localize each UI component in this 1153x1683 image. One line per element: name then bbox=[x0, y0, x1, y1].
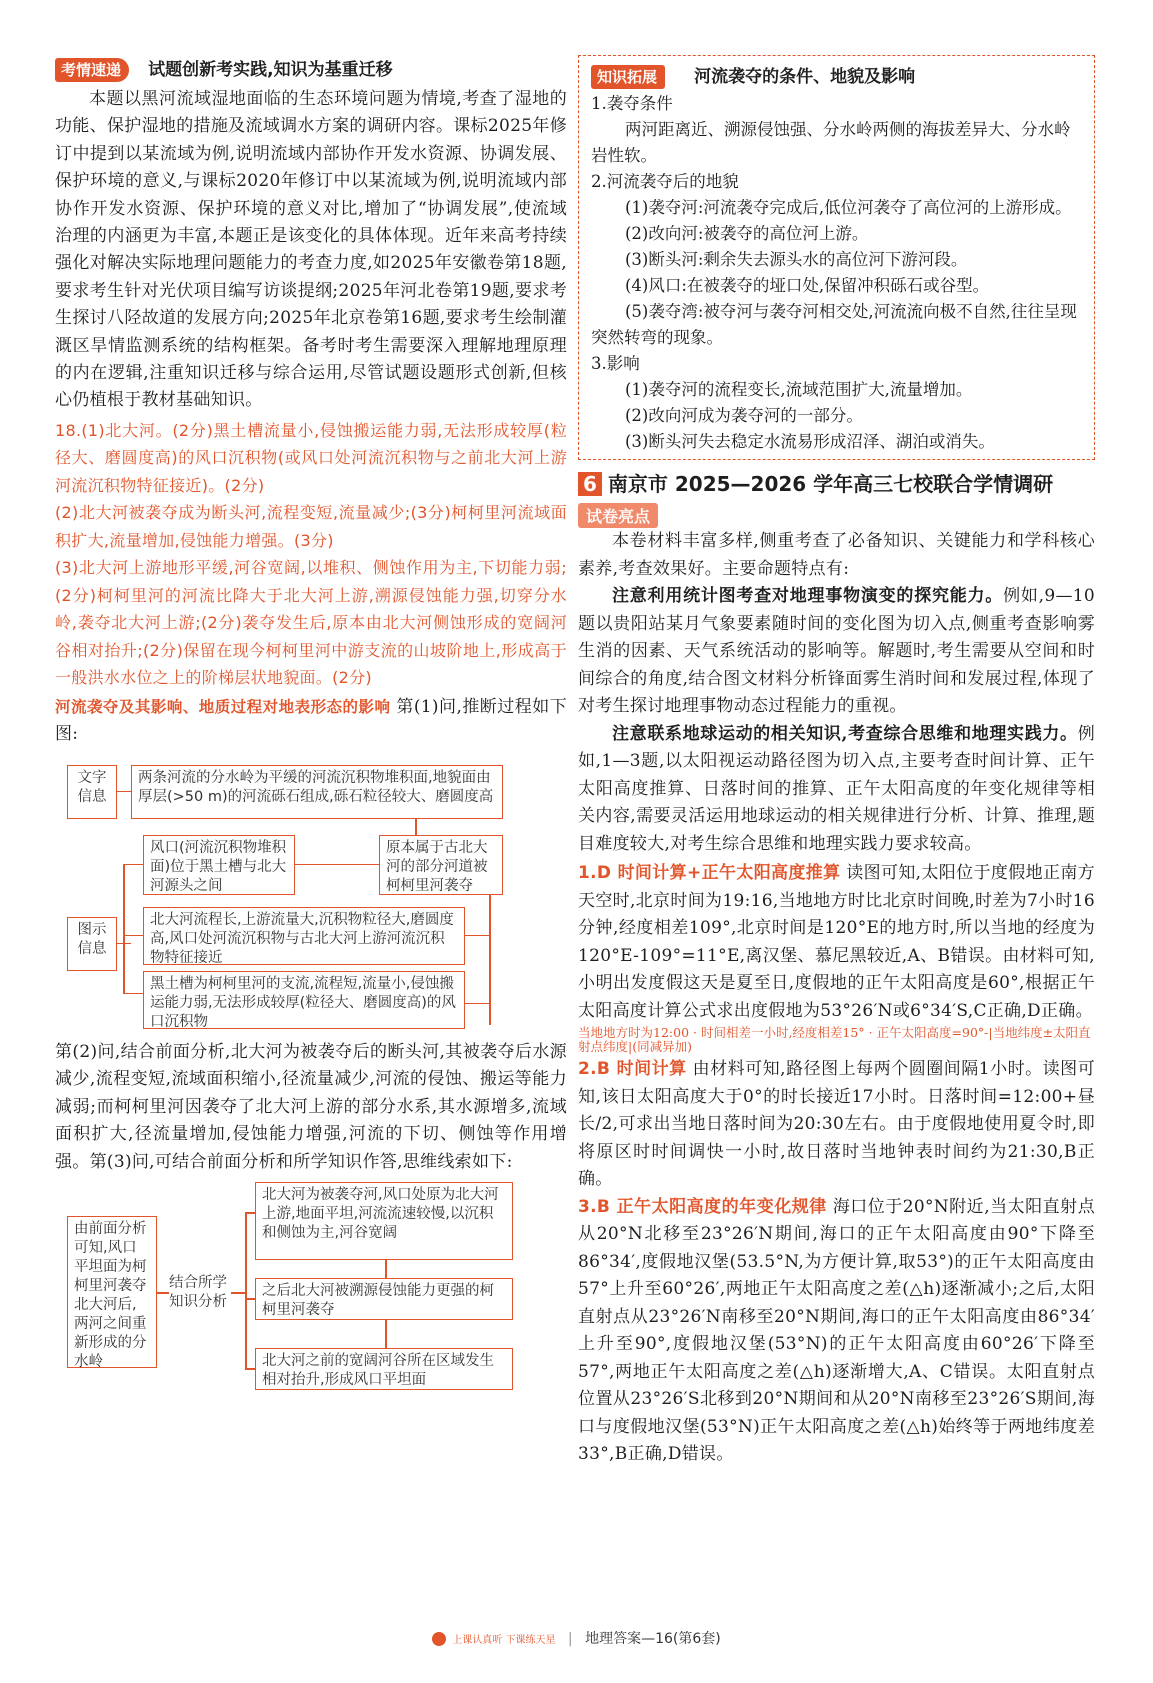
answer-2-key: 2.B 时间计算 bbox=[578, 1059, 687, 1079]
knowledge-line: 1.袭夺条件 bbox=[591, 94, 673, 113]
highlight-point-1 bbox=[578, 583, 1095, 721]
answer-1-text: 读图可知,太阳位于度假地正南方天空时,北京时间为19:16,当地地方时比北京时间晚,时差为7小时16分钟,经度相差109°,北京时间是120°E的地方时,所以当地的经度为120°E-109°=11°E,离汉堡、慕尼黑较近,A、B错误。由材料可知,小明出发度假这天是夏至日,度假地的正午太阳高度是60°,根据正午太阳高度计算公式求出度假地为53°26′N或6°34′S,C正确,D正确。 bbox=[578, 863, 1095, 1021]
section-number: 6 bbox=[578, 472, 602, 496]
knowledge-header bbox=[591, 62, 1084, 89]
flow2-mid-label: 结合所学知识分析 bbox=[169, 1275, 227, 1311]
figure-info-box-2: 黑土槽为柯柯里河的支流,流程短,流量小,侵蚀搬运能力弱,无法形成较厚(粒径大、磨圆度高)的风口沉积物 bbox=[143, 971, 465, 1029]
analysis-keyword: 河流袭夺及其影响、地质过程对地表形态的影响 bbox=[55, 697, 391, 716]
page-footer: 上课认真听 下课练天星 | 地理答案—16(第6套) bbox=[0, 1628, 1153, 1648]
analysis-lead: 第(1)问,推断过程如下图: bbox=[55, 696, 567, 745]
point-2-bold: 注意联系地球运动的相关知识,考查综合思维和地理实践力。 bbox=[612, 723, 1078, 744]
answer-1-notes: 当地地方时为12:00 · 时间相差一小时,经度相差15° · 正午太阳高度=90°-|当地纬度±太阳直射点纬度|(同减异加) bbox=[578, 1025, 1091, 1054]
answer-18-2: (2)北大河被袭夺成为断头河,流程变短,流量减少;(3分)柯柯里河流域面积扩大,流量增加,侵蚀能力增强。(3分) bbox=[55, 503, 567, 550]
footer-brand: 上课认真听 下课练天星 bbox=[452, 1635, 556, 1646]
answer-18-3: (3)北大河上游地形平缓,河谷宽阔,以堆积、侧蚀作用为主,下切能力弱;(2分)柯柯里河的河流比降大于北大河上游,溯源侵蚀能力强,切穿分水岭,袭夺北大河上游;(2分)袭夺发生后,原本由北大河侧蚀形成的宽阔河谷相对抬升;(2分)保留在现今柯柯里河中游支流的山坡阶地上,形成高于一般洪水水位之上的阶梯层状地貌面。(2分) bbox=[55, 558, 567, 688]
flow2-right-box-2: 之后北大河被溯源侵蚀能力更强的柯柯里河袭夺 bbox=[255, 1278, 513, 1320]
answer-1 bbox=[578, 860, 1095, 1025]
knowledge-line: 两河距离近、溯源侵蚀强、分水岭两侧的海拔差异大、分水岭岩性软。 bbox=[591, 120, 1071, 165]
conclusion-box: 原本属于古北大河的部分河道被柯柯里河袭夺 bbox=[379, 835, 503, 895]
answer-3-text: 海口位于20°N附近,当太阳直射点从20°N北移至23°26′N期间,海口的正午太阳高度由90°下降至86°34′,度假地汉堡(53.5°N,为方便计算,取53°)的正午太阳高度由57°上升至60°26′,两地正午太阳高度之差(△h)逐渐减小;之后,太阳直射点从23°26′N南移至20°N期间,海口的正午太阳高度由86°34′上升至90°,度假地汉堡(53°N)的正午太阳高度由60°26′下降至57°,两地正午太阳高度之差(△h)逐渐增大,A、C错误。太阳直射点位置从23°26′S北移到20°N期间和从20°N南移至23°26′S期间,海口与度假地汉堡(53°N)正午太阳高度之差(△h)始终等于两地纬度差33°,B正确,D错误。 bbox=[578, 1196, 1095, 1464]
left-column bbox=[55, 55, 567, 1412]
knowledge-line: (3)断头河失去稳定水流易形成沼泽、湖泊或消失。 bbox=[625, 432, 995, 451]
section-title-text: 南京市 2025—2026 学年高三七校联合学情调研 bbox=[607, 472, 1054, 496]
flowchart-2 bbox=[55, 1182, 567, 1412]
knowledge-line: (1)袭夺河的流程变长,流域范围扩大,流量增加。 bbox=[625, 380, 973, 399]
text-info-box: 两条河流的分水岭为平缓的河流沉积物堆积面,地貌面由厚层(>50 m)的河流砾石组成,砾石粒径较大、磨圆度高 bbox=[131, 765, 503, 819]
knowledge-line: (4)风口:在被袭夺的垭口处,保留冲积砾石或谷型。 bbox=[625, 276, 990, 295]
exam-trend-text: 本题以黑河流域湿地面临的生态环境问题为情境,考查了湿地的功能、保护湿地的措施及流域调水方案的调研内容。课标2025年修订中提到以某流域为例,说明流域内部协作开发水资源、协调发展、保护环境的意义,与课标2020年修订中以某流域为例,说明流域内部协作开发水资源、保护环境的意义对比,增加了“协调发展”,使流域治理的内涵更为丰富,本题正是该变化的具体体现。近年来高考持续强化对解决实际地理问题能力的考查力度,如2025年安徽卷第18题,要求考生针对光伏项目编写访谈提纲;2025年河北卷第19题,要求考生探讨八陉故道的发展方向;2025年北京卷第16题,要求考生绘制灌溉区旱情监测系统的结构框架。备考时考生需要深入理解地理原理的内在逻辑,注重知识迁移与综合运用,尽管试题设题形式创新,但核心仍植根于教材基础知识。 bbox=[55, 89, 567, 411]
footer-page-label: 地理答案—16(第6套) bbox=[585, 1631, 721, 1647]
text-info-label: 文字信息 bbox=[67, 765, 117, 819]
analysis-part-2-3: 第(2)问,结合前面分析,北大河为被袭夺后的断头河,其被袭夺后水源减少,流程变短,流域面积缩小,径流量减少,河流的侵蚀、搬运等能力减弱;而柯柯里河因袭夺了北大河上游的部分水系,其水源增多,流域面积扩大,径流量增加,侵蚀能力增强,河流的下切、侧蚀等作用增强。第(3)问,可结合前面分析和所学知识作答,思维线索如下: bbox=[55, 1041, 567, 1172]
flow2-right-box-1: 北大河为被袭夺河,风口处原为北大河上游,地面平坦,河流流速较慢,以沉积和侧蚀为主,河谷宽阔 bbox=[255, 1182, 513, 1260]
knowledge-box bbox=[578, 55, 1095, 460]
figure-info-box-1: 北大河流程长,上游流量大,沉积物粒径大,磨圆度高,风口处河流沉积物与古北大河上游河流沉积物特征接近 bbox=[143, 907, 465, 965]
note-3: 正午太阳高度=90°-|当地纬度±太阳直射点纬度|(同减异加) bbox=[578, 1025, 1091, 1054]
exam-trend-header bbox=[55, 55, 567, 82]
answer-2-text: 由材料可知,路径图上每两个圆圈间隔1小时。读图可知,该日太阳高度大于0°的时长接近17小时。日落时间=12:00+昼长/2,可求出当地日落时间为20:30左右。由于度假地使用夏令时,即将原区时时间调快一小时,故日落时当地钟表时间约为21:30,B正确。 bbox=[578, 1059, 1095, 1189]
highlight-tag: 试卷亮点 bbox=[578, 503, 658, 528]
right-column bbox=[578, 55, 1095, 1469]
fengkou-box: 风口(河流沉积物堆积面)位于黑土槽与北大河源头之间 bbox=[143, 835, 295, 895]
section-title bbox=[578, 468, 1095, 497]
knowledge-line: 3.影响 bbox=[591, 354, 640, 373]
knowledge-line: (3)断头河:剩余失去源头水的高位河下游河段。 bbox=[625, 250, 968, 269]
flowchart-1 bbox=[55, 757, 567, 1029]
answer-3 bbox=[578, 1194, 1095, 1469]
knowledge-line: (2)改向河:被袭夺的高位河上游。 bbox=[625, 224, 869, 243]
highlight-intro: 本卷材料丰富多样,侧重考查了必备知识、关键能力和学科核心素养,考查效果好。主要命题特点有: bbox=[578, 531, 1095, 579]
answer-1-key: 1.D 时间计算+正午太阳高度推算 bbox=[578, 863, 841, 883]
exam-trend-tag: 考情速递 bbox=[55, 58, 129, 82]
knowledge-heading: 河流袭夺的条件、地貌及影响 bbox=[694, 67, 916, 87]
knowledge-line: (1)袭夺河:河流袭夺完成后,低位河袭夺了高位河的上游形成。 bbox=[625, 198, 1072, 217]
figure-info-label: 图示信息 bbox=[67, 917, 117, 971]
note-2: 时间相差一小时,经度相差15° bbox=[700, 1025, 865, 1040]
flow2-right-box-3: 北大河之前的宽阔河谷所在区域发生相对抬升,形成风口平坦面 bbox=[255, 1348, 513, 1390]
question-18-answers bbox=[55, 417, 567, 692]
brand-logo-icon bbox=[432, 1632, 446, 1646]
knowledge-line: (5)袭夺湾:被夺河与袭夺河相交处,河流流向极不自然,往往呈现突然转弯的现象。 bbox=[591, 302, 1077, 347]
answer-2 bbox=[578, 1056, 1095, 1194]
knowledge-line: (2)改向河成为袭夺河的一部分。 bbox=[625, 406, 863, 425]
highlight-point-2 bbox=[578, 721, 1095, 859]
point-1-bold: 注意利用统计图考查对地理事物演变的探究能力。 bbox=[612, 586, 1004, 606]
knowledge-tag: 知识拓展 bbox=[591, 65, 665, 89]
answer-3-key: 3.B 正午太阳高度的年变化规律 bbox=[578, 1196, 827, 1217]
answer-18-1: 18.(1)北大河。(2分)黑土槽流量小,侵蚀搬运能力弱,无法形成较厚(粒径大、磨圆度高)的风口沉积物(或风口处河流沉积物与之前北大河上游河流沉积物特征接近)。(2分) bbox=[55, 420, 567, 495]
analysis-intro bbox=[55, 694, 567, 749]
note-1: 当地地方时为12:00 bbox=[578, 1025, 690, 1040]
point-1-text: 例如,9—10题以贵阳站某月气象要素随时间的变化图为切入点,侧重考查影响雾生消的因素、天气系统活动的影响等。解题时,考生需要从空间和时间综合的角度,结合图文材料分析锋面雾生消时间和发展过程,体现了对考生探讨地理事物动态过程能力的重视。 bbox=[578, 586, 1095, 716]
point-2-text: 例如,1—3题,以太阳视运动路径图为切入点,主要考查时间计算、正午太阳高度推算、日落时间的推算、正午太阳高度的年变化规律等相关内容,需要灵活运用地球运动的相关规律进行分析、计算、推理,题目难度较大,对考生综合思维和地理实践力要求较高。 bbox=[578, 723, 1095, 854]
knowledge-line: 2.河流袭夺后的地貌 bbox=[591, 172, 739, 191]
flow2-left-box: 由前面分析可知,风口平坦面为柯柯里河袭夺北大河后,两河之间重新形成的分水岭 bbox=[67, 1216, 157, 1368]
exam-trend-heading: 试题创新考实践,知识为基重迁移 bbox=[148, 60, 393, 80]
highlight-header bbox=[578, 503, 1095, 528]
